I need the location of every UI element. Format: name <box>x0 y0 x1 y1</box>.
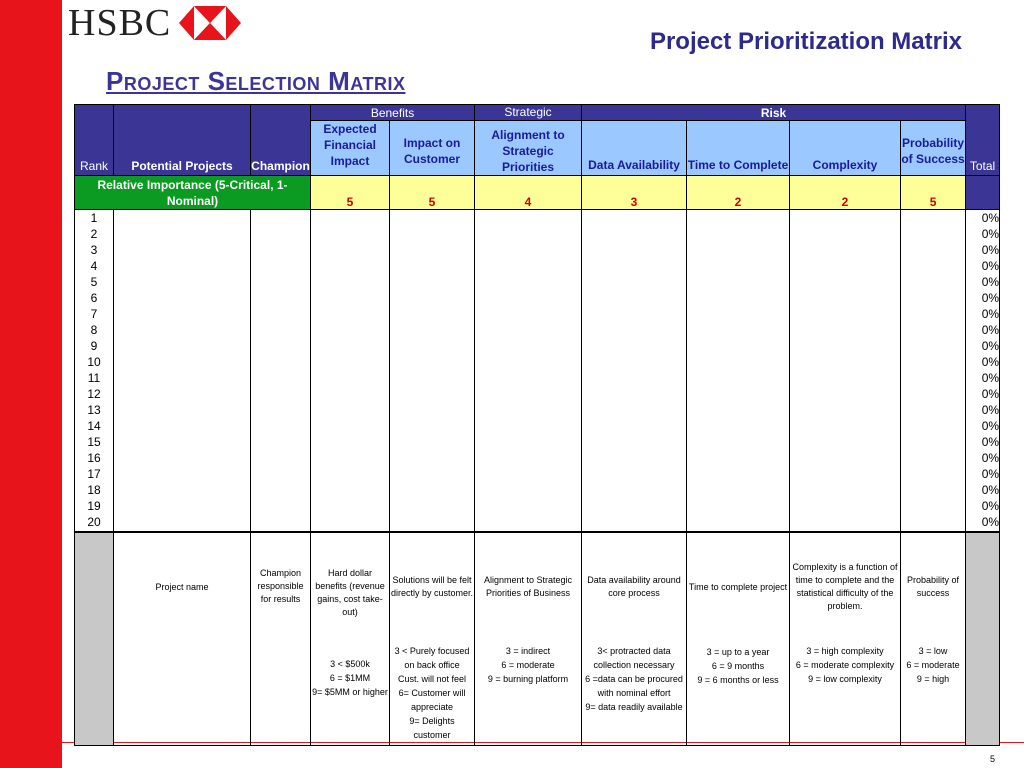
legend-data: Data availability around core process 3< protracted data collection necessary 6 =data can be procured with nominal effort 9= data readily available <box>582 532 687 746</box>
page-number: 5 <box>990 754 996 764</box>
col-header-total: Total <box>966 105 1000 176</box>
col-header-champion: Champion <box>251 105 311 176</box>
col-header-data: Data Availability <box>582 121 687 176</box>
legend-rank-blank <box>75 532 114 746</box>
rank-cell: 6 <box>90 291 98 305</box>
col-header-complexity: Complexity <box>790 121 901 176</box>
rank-cell: 15 <box>87 435 101 449</box>
rank-cell: 12 <box>87 387 101 401</box>
legend-probability: Probability of success 3 = low 6 = moderate 9 = high <box>901 532 966 746</box>
group-header-strategic: Strategic <box>475 105 582 121</box>
probability-column[interactable] <box>901 210 966 532</box>
total-cell: 0% <box>981 259 1000 273</box>
rank-cell: 4 <box>90 259 98 273</box>
weight-alignment: 4 <box>475 176 582 210</box>
total-cell: 0% <box>981 403 1000 417</box>
weight-data: 3 <box>582 176 687 210</box>
legend-financial: Hard dollar benefits (revenue gains, cost take-out) 3 < $500k 6 = $1MM 9= $5MM or higher <box>311 532 390 746</box>
total-cell: 0% <box>981 211 1000 225</box>
legend-projects: Project name <box>114 532 251 746</box>
col-header-customer: Impact on Customer <box>390 121 475 176</box>
legend-time: Time to complete project 3 = up to a year 6 = 9 months 9 = 6 months or less <box>687 532 790 746</box>
page-title: Project Prioritization Matrix <box>649 28 962 55</box>
weight-total-blank <box>966 176 1000 210</box>
rank-cell: 13 <box>87 403 101 417</box>
rank-cell: 7 <box>90 307 98 321</box>
total-cell: 0% <box>981 435 1000 449</box>
champion-column[interactable] <box>251 210 311 532</box>
total-cell: 0% <box>981 371 1000 385</box>
rank-cell: 19 <box>87 499 101 513</box>
projects-column[interactable] <box>114 210 251 532</box>
legend-alignment: Alignment to Strategic Priorities of Business 3 = indirect 6 = moderate 9 = burning platform <box>475 532 582 746</box>
scale-financial: 3 < $500k 6 = $1MM 9= $5MM or higher <box>312 658 388 697</box>
time-column[interactable] <box>687 210 790 532</box>
legend-customer: Solutions will be felt directly by customer. 3 < Purely focused on back office Cust. will not feel 6= Customer will appreciate 9= Delights customer <box>390 532 475 746</box>
weight-time: 2 <box>687 176 790 210</box>
legend-complexity: Complexity is a function of time to complete and the statistical difficulty of the problem. 3 = high complexity 6 = moderate complexity 9 = low complexity <box>790 532 901 746</box>
total-column <box>966 210 1000 532</box>
col-header-rank: Rank <box>75 105 114 176</box>
group-header-risk: Risk <box>582 105 966 121</box>
col-header-alignment: Alignment to Strategic Priorities <box>475 121 582 176</box>
col-header-financial: Expected Financial Impact <box>311 121 390 176</box>
rank-cell: 18 <box>87 483 101 497</box>
rank-cell: 16 <box>87 451 101 465</box>
total-cell: 0% <box>981 291 1000 305</box>
rank-cell: 17 <box>87 467 101 481</box>
weight-customer: 5 <box>390 176 475 210</box>
rank-cell: 14 <box>87 419 101 433</box>
rank-column <box>75 210 114 532</box>
weight-financial: 5 <box>311 176 390 210</box>
total-cell: 0% <box>981 307 1000 321</box>
scale-complexity: 3 = high complexity 6 = moderate complexity 9 = low complexity <box>795 645 895 684</box>
total-cell: 0% <box>981 339 1000 353</box>
rank-cell: 3 <box>90 243 98 257</box>
rank-cell: 2 <box>90 227 98 241</box>
total-cell: 0% <box>981 275 1000 289</box>
legend-champion: Champion responsible for results <box>251 532 311 746</box>
rank-cell: 9 <box>90 339 98 353</box>
total-cell: 0% <box>981 355 1000 369</box>
rank-cell: 11 <box>87 371 101 385</box>
total-cell: 0% <box>981 483 1000 497</box>
group-header-benefits: Benefits <box>311 105 475 121</box>
total-cell: 0% <box>981 227 1000 241</box>
rank-cell: 5 <box>90 275 98 289</box>
total-cell: 0% <box>981 419 1000 433</box>
relative-importance-label: Relative Importance (5-Critical, 1-Nominal) <box>75 176 311 210</box>
scale-time: 3 = up to a year 6 = 9 months 9 = 6 months or less <box>697 646 779 685</box>
scale-customer: 3 < Purely focused on back office Cust. will not feel 6= Customer will appreciate 9= Delights customer <box>394 645 470 740</box>
data-column[interactable] <box>582 210 687 532</box>
total-cell: 0% <box>981 243 1000 257</box>
complexity-column[interactable] <box>790 210 901 532</box>
logo-text: HSBC <box>68 2 172 44</box>
col-header-time: Time to Complete <box>687 121 790 176</box>
hsbc-hexagon-icon <box>179 6 241 40</box>
scale-probability: 3 = low 6 = moderate 9 = high <box>906 645 960 684</box>
customer-column[interactable] <box>390 210 475 532</box>
weight-complexity: 2 <box>790 176 901 210</box>
total-cell: 0% <box>981 387 1000 401</box>
rank-cell: 8 <box>90 323 98 337</box>
selection-matrix-table <box>74 104 1000 746</box>
total-cell: 0% <box>981 323 1000 337</box>
left-red-bar <box>0 0 62 768</box>
scale-alignment: 3 = indirect 6 = moderate 9 = burning platform <box>487 645 569 684</box>
total-cell: 0% <box>981 499 1000 513</box>
rank-cell: 20 <box>87 515 101 529</box>
scale-data: 3< protracted data collection necessary 6 =data can be procured with nominal effort 9= data readily available <box>585 645 683 712</box>
rank-cell: 1 <box>90 211 98 225</box>
col-header-projects: Potential Projects <box>114 105 251 176</box>
hsbc-logo <box>68 4 241 42</box>
alignment-column[interactable] <box>475 210 582 532</box>
total-cell: 0% <box>981 467 1000 481</box>
total-cell: 0% <box>981 451 1000 465</box>
section-subtitle: Project Selection Matrix <box>106 66 406 96</box>
col-header-probability: Probability of Success <box>901 121 966 176</box>
weight-probability: 5 <box>901 176 966 210</box>
legend-total-blank <box>966 532 1000 746</box>
financial-column[interactable] <box>311 210 390 532</box>
rank-cell: 10 <box>87 355 101 369</box>
total-cell: 0% <box>981 515 1000 529</box>
